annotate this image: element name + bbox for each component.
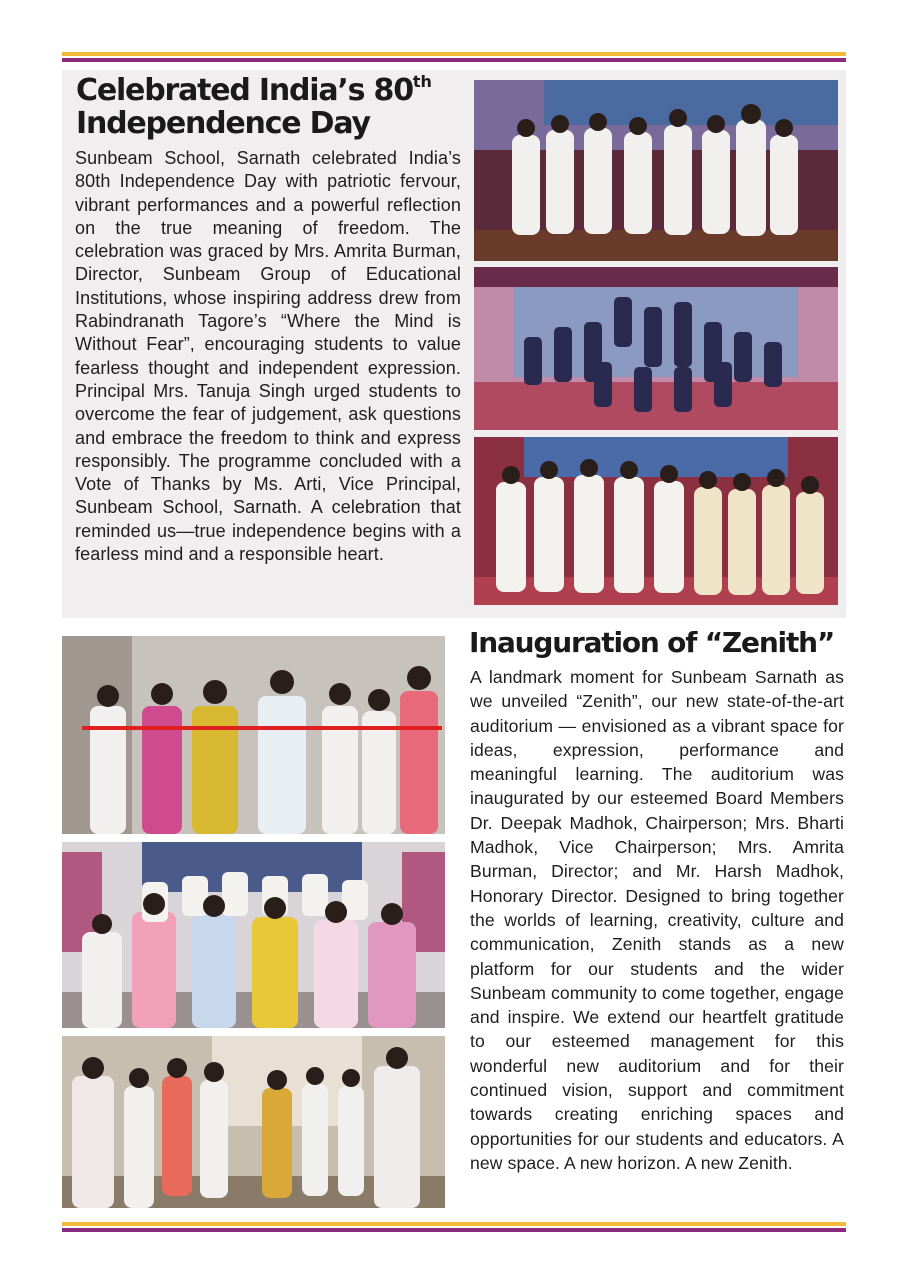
independence-day-title: Celebrated India’s 80th Independence Day xyxy=(76,72,432,141)
independence-day-body: Sunbeam School, Sarnath celebrated India’s 80th Independence Day with patriotic fervour, vibrant performances and a powerful reflection on the true meaning of freedom. The celebration was graced by Mrs. Amrita Burman, Director, Sunbeam Group of Educational Institutions, whose inspiring address drew from Rabindranath Tagore’s “Where the Mind is Without Fear”, encouraging students to value fearless thought and independent expression. Principal Mrs. Tanuja Singh urged students to overcome the fear of judgement, ask questions and embrace the freedom to think and express responsibly. The programme concluded with a Vote of Thanks by Ms. Arti, Vice Principal, Sunbeam School, Sarnath. A celebration that reminded us—true independence begins with a fearless mind and a responsible heart. xyxy=(75,148,461,565)
bottom-divider xyxy=(62,1222,846,1232)
auditorium-visit-photo xyxy=(62,1036,445,1208)
dance-performance-photo xyxy=(474,267,838,430)
band-performance-photo xyxy=(474,437,838,605)
zenith-title: Inauguration of “Zenith” xyxy=(469,626,835,659)
zenith-body: A landmark moment for Sunbeam Sarnath as we unveiled “Zenith”, our new state-of-the-art auditorium — envisioned as a vibrant space for ideas, expression, performance and meaningful learning. The auditorium was inaugurated by our esteemed Board Members Dr. Deepak Madhok, Chairperson; Mrs. Bharti Madhok, Vice Chairperson; Mrs. Amrita Burman, Director; and Mr. Harsh Madhok, Honorary Director. Designed to bring together the worlds of learning, creativity, culture and communication, Zenith stands as a new platform for our students and the wider Sunbeam community to come together, engage and inspire. We extend our heartfelt gratitude to our esteemed management for this wonderful new auditorium and for their continued vision, support and commitment towards creating enriching spaces and opportunities for our students and educators. A new space. A new horizon. A new Zenith. xyxy=(470,667,844,1173)
ribbon-cutting-photo xyxy=(62,636,445,834)
group-photo-stage xyxy=(62,842,445,1028)
choir-performance-photo xyxy=(474,80,838,261)
top-divider xyxy=(62,52,846,62)
